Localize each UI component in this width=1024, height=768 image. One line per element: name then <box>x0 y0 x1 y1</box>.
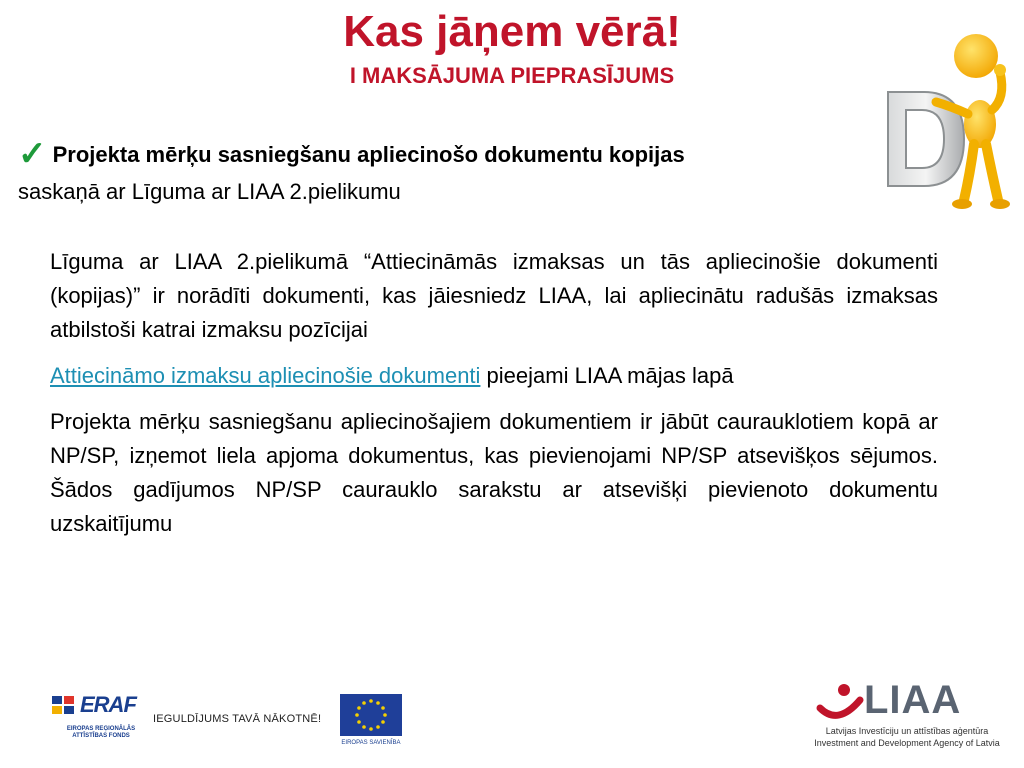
eu-flag-icon <box>340 694 402 736</box>
letter-d-figure-illustration <box>880 14 1012 214</box>
section-heading <box>18 135 888 173</box>
section-heading-bold: Projekta mērķu sasniegšanu apliecinošo dokumentu kopijas <box>52 142 685 167</box>
footer <box>0 670 1024 768</box>
content-body <box>50 245 938 553</box>
liaa-wordmark: LIAA <box>864 678 962 722</box>
eraf-caption: EIROPAS REĢIONĀLĀS ATTĪSTĪBAS FONDS <box>66 726 136 739</box>
liaa-caption-en: Investment and Development Agency of Latvia <box>814 738 1000 748</box>
documents-link[interactable]: Attiecināmo izmaksu apliecinošie dokumenti <box>50 363 481 388</box>
page-title: Kas jāņem vērā! <box>343 7 681 56</box>
check-mark-icon: ✓ <box>18 135 47 173</box>
liaa-caption-lv: Latvijas Investīciju un attīstības aģentūra <box>825 726 989 736</box>
liaa-swoosh-icon <box>814 678 864 726</box>
paragraph-2-rest: pieejami LIAA mājas lapā <box>480 363 734 388</box>
eu-label: EIROPAS SAVIENĪBA <box>341 740 401 746</box>
eraf-flag-icon <box>50 692 80 722</box>
eraf-logo <box>50 692 142 752</box>
section-heading-rest: saskaņā ar Līguma ar LIAA 2.pielikumu <box>18 179 401 204</box>
footer-motto: IEGULDĪJUMS TAVĀ NĀKOTNĒ! <box>153 713 322 725</box>
liaa-logo <box>812 676 1002 762</box>
eraf-wordmark: ERAF <box>80 692 136 717</box>
paragraph-1: Līguma ar LIAA 2.pielikumā “Attiecināmās izmaksas un tās apliecinošie dokumenti (kopijas)” ir norādīti dokumenti, kas jāiesniedz LIAA, lai apliecinātu radušās izmaksas atbilstoši katrai izmaksu pozīcijai <box>50 249 938 342</box>
paragraph-3: Projekta mērķu sasniegšanu apliecinošajiem dokumentiem ir jābūt caurauklotiem kopā ar NP/SP, izņemot liela apjoma dokumentus, kas pievienojami NP/SP atsevišķos sējumos. Šādos gadījumos NP/SP caurauklo sarakstu ar atsevišķi pievienoto dokumentu uzskaitījumu <box>50 409 938 536</box>
paragraph-2 <box>50 359 938 393</box>
page-subtitle: I MAKSĀJUMA PIEPRASĪJUMS <box>349 63 675 88</box>
